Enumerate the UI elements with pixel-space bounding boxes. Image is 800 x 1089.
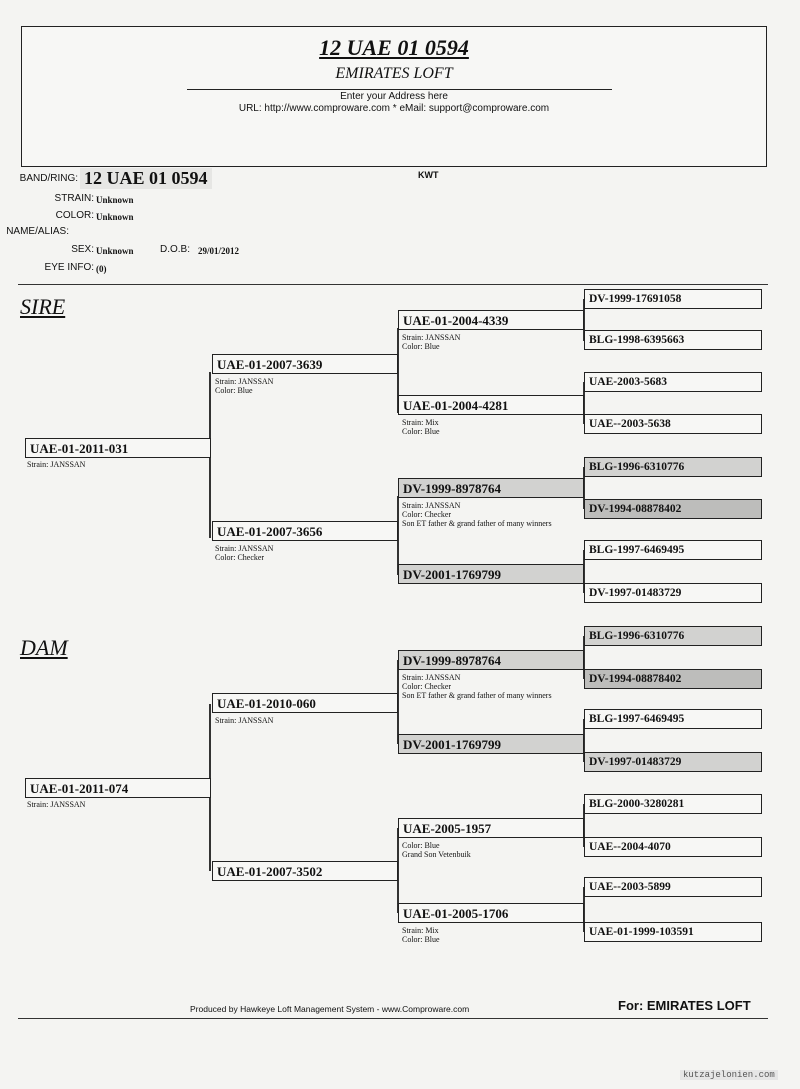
dam-ff-ring-box: DV-1999-8978764 bbox=[398, 650, 584, 670]
sire-info: Strain: JANSSAN bbox=[27, 460, 86, 469]
header-ring-title: 12 UAE 01 0594 bbox=[319, 35, 469, 60]
dam-mm-ring-box: UAE-01-2005-1706 bbox=[398, 903, 584, 923]
sire-mff-box: BLG-1996-6310776 bbox=[584, 457, 762, 477]
dob-label: D.O.B: bbox=[160, 244, 191, 255]
bottom-rule bbox=[18, 1018, 768, 1019]
sire-section-title: SIRE bbox=[20, 294, 66, 319]
dam-mff-box: BLG-2000-3280281 bbox=[584, 794, 762, 814]
sex-label: SEX: bbox=[71, 244, 94, 255]
alias-label: NAME/ALIAS: bbox=[6, 226, 69, 237]
dam-section-title: DAM bbox=[20, 635, 68, 660]
sire-mf-info: Strain: JANSSAN Color: Checker Son ET father & grand father of many winners bbox=[402, 501, 552, 528]
dam-mother-ring-box: UAE-01-2007-3502 bbox=[212, 861, 398, 881]
header-divider bbox=[187, 89, 612, 90]
sire-ring-box: UAE-01-2011-031 bbox=[25, 438, 211, 458]
sire-fm-ring-box: UAE-01-2004-4281 bbox=[398, 395, 584, 415]
dam-mmf-box: UAE--2003-5899 bbox=[584, 877, 762, 897]
sire-mother-info: Strain: JANSSAN Color: Checker bbox=[215, 544, 274, 562]
strain-value: Unknown bbox=[96, 195, 134, 205]
dam-mf-info: Color: Blue Grand Son Vetenbuik bbox=[402, 841, 471, 859]
sire-ff-ring-box: UAE-01-2004-4339 bbox=[398, 310, 584, 330]
dam-ring-box: UAE-01-2011-074 bbox=[25, 778, 211, 798]
sex-value: Unknown bbox=[96, 246, 134, 256]
dam-fmf-box: BLG-1997-6469495 bbox=[584, 709, 762, 729]
dam-mm-info: Strain: Mix Color: Blue bbox=[402, 926, 440, 944]
sire-mmf-box: BLG-1997-6469495 bbox=[584, 540, 762, 560]
header-loft-name: EMIRATES LOFT bbox=[335, 65, 453, 82]
color-value: Unknown bbox=[96, 212, 134, 222]
sire-mother-ring-box: UAE-01-2007-3656 bbox=[212, 521, 398, 541]
dam-father-info: Strain: JANSSAN bbox=[215, 716, 274, 725]
eye-info-label: EYE INFO: bbox=[44, 262, 94, 273]
dam-mf-ring-box: UAE-2005-1957 bbox=[398, 818, 584, 838]
top-rule bbox=[18, 284, 768, 285]
sire-mmm-box: DV-1997-01483729 bbox=[584, 583, 762, 603]
footer-for-loft: For: EMIRATES LOFT bbox=[618, 998, 751, 1013]
dam-fff-box: BLG-1996-6310776 bbox=[584, 626, 762, 646]
header-contact: URL: http://www.comproware.com * eMail: support@comproware.com bbox=[238, 103, 550, 114]
dam-fm-ring-box: DV-2001-1769799 bbox=[398, 734, 584, 754]
sire-mm-ring-box: DV-2001-1769799 bbox=[398, 564, 584, 584]
dob-value: 29/01/2012 bbox=[198, 246, 240, 256]
sire-fm-info: Strain: Mix Color: Blue bbox=[402, 418, 440, 436]
sire-ff-info: Strain: JANSSAN Color: Blue bbox=[402, 333, 461, 351]
dam-info: Strain: JANSSAN bbox=[27, 800, 86, 809]
header-address: Enter your Address here bbox=[340, 91, 448, 102]
dam-father-ring-box: UAE-01-2010-060 bbox=[212, 693, 398, 713]
sire-mf-ring-box: DV-1999-8978764 bbox=[398, 478, 584, 498]
band-value: 12 UAE 01 0594 bbox=[80, 168, 212, 189]
sire-ffm-box: BLG-1998-6395663 bbox=[584, 330, 762, 350]
dam-ffm-box: DV-1994-08878402 bbox=[584, 669, 762, 689]
dam-ff-info: Strain: JANSSAN Color: Checker Son ET father & grand father of many winners bbox=[402, 673, 552, 700]
eye-info-value: (0) bbox=[96, 264, 107, 274]
dam-fmm-box: DV-1997-01483729 bbox=[584, 752, 762, 772]
sire-fmf-box: UAE-2003-5683 bbox=[584, 372, 762, 392]
dam-mmm-box: UAE-01-1999-103591 bbox=[584, 922, 762, 942]
strain-label: STRAIN: bbox=[54, 193, 94, 204]
sire-mfm-box: DV-1994-08878402 bbox=[584, 499, 762, 519]
sire-fmm-box: UAE--2003-5638 bbox=[584, 414, 762, 434]
header-box bbox=[21, 26, 767, 167]
sire-father-info: Strain: JANSSAN Color: Blue bbox=[215, 377, 274, 395]
color-label: COLOR: bbox=[55, 210, 94, 221]
footer-produced-by: Produced by Hawkeye Loft Management System - www.Comproware.com bbox=[190, 1004, 470, 1014]
dam-mfm-box: UAE--2004-4070 bbox=[584, 837, 762, 857]
band-label: BAND/RING: bbox=[19, 173, 78, 184]
sire-fff-box: DV-1999-17691058 bbox=[584, 289, 762, 309]
kwt-label: KWT bbox=[418, 170, 439, 180]
watermark-text: kutzajelonien.com bbox=[680, 1070, 778, 1080]
sire-father-ring-box: UAE-01-2007-3639 bbox=[212, 354, 398, 374]
